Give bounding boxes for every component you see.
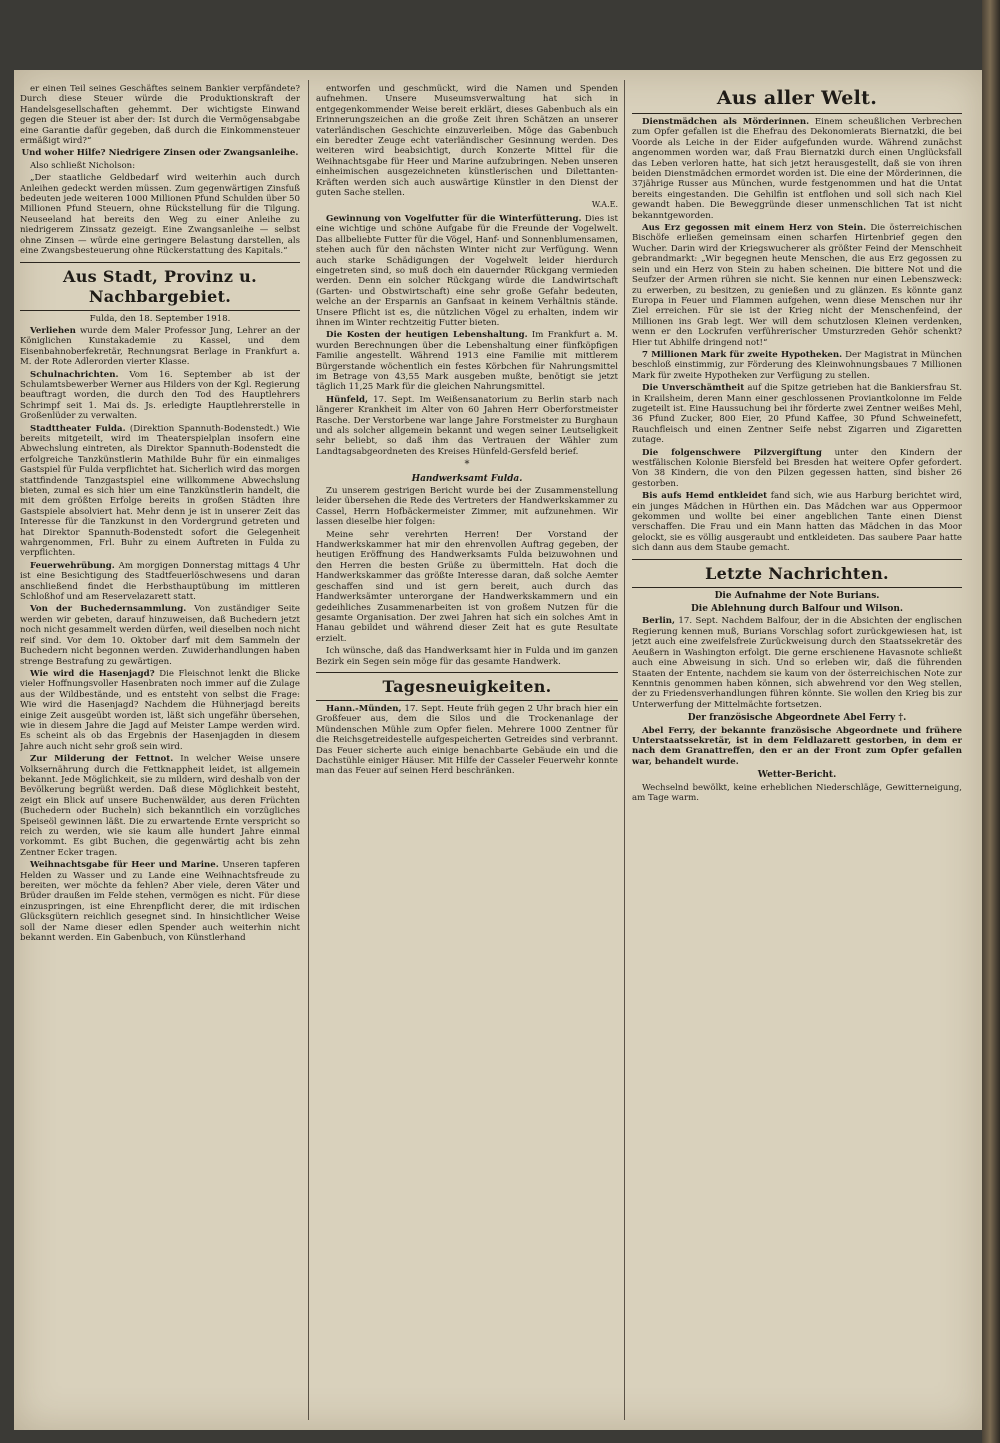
article-text: Die Fleischnot lenkt die Blicke vieler Hoffnungsvoller Hasenbraten noch immer auf die Zulage aus der Wildbestände, und es entsteht von selbst die Frage: Wie wird die Hasenjagd? Nachdem die Hühnerjagd bereits einige Zeit ausgeübt worden ist, läßt sich ungefähr übersehen, wie in diesem Jahre die Jagd auf Meister Lampe werden wird. Es scheint als ob das Ergebnis der Hasenjagden in diesem Jahre auch nicht sehr groß sein wird.	[20, 668, 300, 752]
article-kicker: Gewinnung von Vogelfutter für die Winterfütterung.	[326, 213, 582, 224]
article-item	[20, 604, 300, 666]
article-kicker: Hann.-Münden,	[326, 703, 402, 714]
col1-intro-quote: „Der staatliche Geldbedarf wird weiterhin auch durch Anleihen gedeckt werden müssen. Zum gegenwärtigen Zinsfuß bedeuten jede weiteren 1000 Millionen Pfund Schulden über 50 Millionen Pfund Steuern, ohne Rückstellung für die Tilgung. Neuseeland hat bereits den Weg zu einer Anleihe zu niedrigerem Zinssatz gezeigt. Eine Zwangsanleihe — selbst ohne Zinsen — würde eine geringere Belastung darstellen, als eine Zwangsbesteuerung ohne Rückerstattung des Kapitals.“	[20, 173, 300, 257]
article-text: fand sich, wie aus Harburg berichtet wird, ein junges Mädchen in Hürthen ein. Das Mädchen war aus Oppermoor gekommen und wollte bei einer angeblichen Tante einen Dienst verschaffen. Die Frau und ein Mann hatten das Mädchen in das Moor gelockt, sie es völlig ausgeraubt und entkleideten. Das saubere Paar hatte sich dann aus dem Staube gemacht.	[632, 491, 962, 554]
column-divider	[624, 80, 625, 1420]
article-item	[632, 223, 962, 348]
article-kicker: Bis aufs Hemd entkleidet	[642, 491, 768, 502]
article-text: wurde dem Maler Professor Jung, Lehrer an der Königlichen Kunstakademie zu Kassel, und dem Eisenbahnoberfekretär, Rechnungsrat Berlage in Frankfurt a. M. der Rote Adlerorden vierter Klasse.	[20, 325, 300, 368]
article-item	[632, 117, 962, 221]
article-text: Dies ist eine wichtige und schöne Aufgabe für die Freunde der Vogelwelt. Das allbeliebte Futter für die Vögel, Hanf- und Sonnenblumensamen, stehen auch für den nächsten Winter nicht zur Verfügung. Wenn auch starke Schädigungen der Vogelwelt leider hierdurch eingetreten sind, so muß doch ein dauernder Rückgang vermieden werden. Denn ein solcher Rückgang würde die Landwirtschaft (Garten- und Obstwirtschaft) eine sehr große Gefahr bedeuten, welche an der Ersparnis an Ganfsaat in keinem Verhältnis stände. Unsere Pflicht ist es, die nützlichen Vögel zu erhalten, indem wir ihnen im Winter rechtzeitig Futter bieten.	[316, 213, 618, 328]
article-kicker: Zur Milderung der Fettnot.	[30, 754, 174, 765]
col1-intro-p2: Also schließt Nicholson:	[30, 160, 136, 171]
column-2	[316, 84, 618, 1414]
article-kicker: Die Kosten der heutigen Lebenshaltung.	[326, 330, 528, 341]
article-item	[632, 491, 962, 553]
article-kicker: Von der Buchedernsammlung.	[30, 604, 187, 615]
handwerk-p1: Zu unserem gestrigen Bericht wurde bei der Zusammenstellung leider übersehen die Rede des Vertreters der Handwerkskammer zu Cassel, Herrn Hofbäckermeister Zimmer, mit aufzunehmen. Wir lassen dieselbe hier folgen:	[316, 486, 618, 528]
article-item	[20, 424, 300, 559]
newspaper-page	[14, 70, 982, 1430]
article-item	[632, 616, 962, 710]
article-item	[20, 561, 300, 603]
col1-intro-p1: er einen Teil seines Geschäftes seinem Bankier verpfändete? Durch diese Steuer würde die Produktionskraft der Handelsgesellschaften gehemmt. Der wichtigste Einwand gegen die Steuer ist aber der: Ist durch die Vermögensabgabe eine Garantie dafür gegeben, daß durch die Einkommensteuer ermäßigt wird?“	[20, 84, 300, 147]
article-item	[20, 860, 300, 943]
article-text: 17. Sept. Heute früh gegen 2 Uhr brach hier ein Großfeuer aus, dem die Silos und die Trockenanlage der Mündenschen Mühle zum Opfer fielen. Mehrere 1000 Zentner für die Reichsgetreidestelle aufgespeicherten Getreides sind verbrannt. Das Feuer sicherte auch einige benachbarte Gebäude ein und die Dachstühle einiger Häuser. Mit Hilfe der Casseler Feuerwehr konnte man das Feuer auf seinen Herd beschränken.	[316, 703, 618, 777]
column-3	[632, 84, 962, 1414]
article-kicker: Die Unverschämtheit	[642, 383, 745, 394]
section-rule	[316, 672, 618, 673]
handwerk-p2: Meine sehr verehrten Herren! Der Vorstand der Handwerkskammer hat mir den ehrenvollen Auftrag gegeben, der heutigen Eröffnung des Handwerksamts Fulda beizuwohnen und den Herren die besten Grüße zu übermitteln. Hat doch die Handwerkskammer das größte Interesse daran, daß solche Aemter geschaffen sind und ist gern bereit, auch durch das Handwerksämter unterorgane der Handwerkskammern und ein gedeihliches Zusammenarbeiten ist von großem Nutzen für die gesamte Organisation. Der zwei Jahren hat sich ein solches Amt in Hanau gebildet und während dieser Zeit hat es gute Resultate erzielt.	[316, 529, 618, 644]
subheading-abel-ferry: Der französische Abgeordnete Abel Ferry †.	[687, 713, 907, 724]
separator-star: *	[464, 459, 470, 471]
article-item	[632, 350, 962, 381]
section-rule	[20, 310, 300, 311]
weather-text: Wechselnd bewölkt, keine erheblichen Niederschläge, Gewitterneigung, am Tage warm.	[632, 782, 962, 803]
article-kicker: Die folgenschwere Pilzvergiftung	[642, 447, 822, 458]
section-title-letzte-nachrichten: Letzte Nachrichten.	[705, 563, 889, 583]
article-kicker: 7 Millionen Mark für zweite Hypotheken.	[642, 349, 843, 360]
article-text: auf die Spitze getrieben hat die Bankiersfrau St. in Krailsheim, deren Mann einer geschlossenen Proviantkolonne im Felde zugeteilt ist. Eine Haussuchung bei ihr förderte zwei Zentner weißes Mehl, 36 Pfund Zucker, 800 Eier, 20 Pfund Kaffee, 30 Pfund Schweinefett, Rauchfleisch und einen Zentner Seife nebst Zigarren und Zigaretten zutage.	[632, 383, 962, 446]
article-item	[20, 370, 300, 422]
section-title-tagesneuigkeiten: Tagesneuigkeiten.	[382, 676, 552, 696]
article-item	[316, 330, 618, 392]
article-kicker: Berlin,	[642, 616, 676, 627]
section-rule	[316, 700, 618, 701]
article-item	[316, 704, 618, 777]
col2-intro: entworfen und geschmückt, wird die Namen und Spenden aufnehmen. Unsere Museumsverwaltung hat sich in entgegenkommender Weise bereit erklärt, dieses Gabenbuch als ein Erinnerungszeichen an die große Zeit ihren Schätzen an unserer vaterländischen Geschichte einzuverleiben. Möge das Gabenbuch ein beredter Zeuge echt vaterländischer Gesinnung werden. Des weiteren wird beabsichtigt, durch Konzerte Mittel für die Weihnachtsgabe für Heer und Marine aufzubringen. Neben unseren einheimischen ausgezeichneten künstlerischen und Dilettanten-Kräften werden sich auch auswärtige Künstler in den Dienst der guten Sache stellen.	[316, 84, 618, 199]
article-kicker: Weihnachtsgabe für Heer und Marine.	[30, 860, 219, 871]
article-text: 17. Sept. Nachdem Balfour, der in die Absichten der englischen Regierung kennen muß, Burians Vorschlag sofort zurückgewiesen hat, ist jetzt auch eine zweifelsfreie Zurückweisung durch den Staatssekretär des Aeußern in Washington erfolgt. Die gerne erschienene Havasnote schließt auch eine Abweisung in sich. Und so erleben wir, daß die führenden Staaten der Entente, nachdem sie kaum von der österreichischen Note zur Kenntnis genommen haben können, sich abwehrend vor den Weg stellen, der zu Friedensverhandlungen führen könnte. Sie wollen den Krieg bis zur Unterwerfung der Mittelmächte fortsetzen.	[632, 616, 962, 710]
article-item	[632, 448, 962, 490]
article-kicker: Aus Erz gegossen mit einem Herz von Stein.	[642, 223, 867, 234]
column-1	[20, 84, 300, 1414]
subheading-note-burians: Die Aufnahme der Note Burians.	[714, 590, 880, 601]
article-item	[20, 754, 300, 858]
article-item	[316, 395, 618, 457]
article-kicker: Hünfeld,	[326, 394, 369, 405]
dateline: Fulda, den 18. September 1918.	[89, 313, 231, 324]
article-text: Vom 16. September ab ist der Schulamtsbewerber Werner aus Hilders von der Kgl. Regierung beauftragt worden, die durch den Tod des Hauptlehrers Schrimpf seit 1. Mai ds. Js. erledigte Hauptlehrerstelle in Großenlüder zu verwalten.	[20, 369, 300, 422]
column-divider	[308, 80, 309, 1420]
article-text: Einem scheußlichen Verbrechen zum Opfer gefallen ist die Ehefrau des Dekonomierats Biernatzki, die bei Voorde als Leiche in der Eider aufgefunden wurde. Während zunächst angenommen worden war, daß Frau Biernatzki durch einen Unglücksfall das Leben verloren hatte, hat sich jetzt herausgestellt, daß sie von ihren beiden Dienstmädchen ermordet worden ist. Die eine der Mörderinnen, die 37jährige Russer aus München, wurde festgenommen und hat die Untat bereits eingestanden. Die Gehilfin ist entflohen und soll sich nach Kiel gewandt haben. Die Beweggründe dieser unmenschlichen Tat ist nicht bekanntgeworden.	[632, 117, 962, 221]
section-rule	[632, 587, 962, 588]
article-item	[20, 669, 300, 752]
section-rule	[632, 113, 962, 114]
article-text: Die österreichischen Bischöfe erließen gemeinsam einen scharfen Hirtenbrief gegen den Wucher. Darin wird der Kriegswucherer als größter Feind der Menschheit gebrandmarkt: „Wir begegnen heute Menschen, die aus Erz gegossen zu sein und ein Herz von Stein zu haben scheinen. Die bittere Not und die Seufzer der Armen rühren sie nicht. Sie kennen nur einen Lebenszweck: zu erwerben, zu besitzen, zu genießen und zu glänzen. Es könnte ganz Europa in Feuer und Flammen aufgehen, wenn diese Menschen nur ihr Ziel erreichen. Für sie ist der Krieg nicht der Menschenfeind, der Millionen ins Grab legt. Wer will dem schutzlosen Kleinen verdenken, wenn er den Lockrufen verführerischer Umsturzreden Gehör schenkt? Hier tut Abhilfe dringend not!“	[632, 223, 962, 348]
article-text: In welcher Weise unsere Volksernährung durch die Fettknappheit leidet, ist allgemein bekannt. Jede Möglichkeit, sie zu mildern, wird deshalb von der Bevölkerung begrüßt werden. Daß diese Möglichkeit besteht, zeigt ein Blick auf unsere Buchenwälder, aus deren Früchten (Buchedern oder Bucheln) sich bekanntlich ein vorzügliches Speiseöl gewinnen läßt. Die zu erwartende Ernte verspricht so reich zu werden, wie sie kaum alle hundert Jahre einmal vorkommt. Es gibt Buchen, die gegenwärtig acht bis zehn Zentner Ecker tragen.	[20, 754, 300, 858]
col1-intro-heading: Und woher Hilfe? Niedrigere Zinsen oder Zwangsanleihe.	[21, 148, 299, 159]
section-title-local: Aus Stadt, Provinz u. Nachbargebiet.	[63, 266, 257, 306]
article-text: Am morgigen Donnerstag mittags 4 Uhr ist eine Besichtigung des Stadtfeuerlöschwesens und daran anschließend findet die Herbsthauptübung im mittleren Schloßhof und am Reservelazarett statt.	[20, 560, 300, 603]
article-kicker: Dienstmädchen als Mörderinnen.	[642, 117, 810, 127]
article-text: unter den Kindern der westfälischen Kolonie Biersfeld bei Bresden hat weitere Opfer gefordert. Von 38 Kindern, die von den Pilzen gegessen hatten, sind bisher 26 gestorben.	[632, 447, 962, 489]
article-kicker: Schulnachrichten.	[30, 369, 119, 380]
article-text: Der Magistrat in München beschloß einstimmig, zur Förderung des Kleinwohnungsbaues 7 Millionen Mark für zweite Hypotheken zur Verfügung zu stellen.	[632, 349, 962, 381]
book-binding	[982, 0, 1000, 1443]
article-text: Unseren tapferen Helden zu Wasser und zu Lande eine Weihnachtsfreude zu bereiten, wer möchte da fehlen? Aber viele, deren Väter und Brüder draußen im Felde stehen, vermögen es nicht. Für diese einzuspringen, ist eine Ehrenpflicht derer, die mit irdischen Glücksgütern reichlich gesegnet sind. In hinsichtlicher Weise soll der Name dieser edlen Spender auch weiterhin nicht bekannt werden. Ein Gabenbuch, von Künstlerhand	[20, 860, 300, 944]
handwerk-p3: Ich wünsche, daß das Handwerksamt hier in Fulda und im ganzen Bezirk ein Segen sein möge für das gesamte Handwerk.	[316, 646, 618, 667]
article-text: Von zuständiger Seite werden wir gebeten, darauf hinzuweisen, daß Buchedern jetzt noch nicht gesammelt werden dürfen, weil dieselben noch nicht reif sind. Vor dem 10. Oktober darf mit dem Sammeln der Buchedern nicht begonnen werden. Zuwiderhandlungen haben strenge Bestrafung zu gewärtigen.	[20, 604, 300, 667]
article-text: Im Frankfurt a. M. wurden Berechnungen über die Lebenshaltung einer fünfköpfigen Familie angestellt. Während 1913 eine Familie mit mittlerem Bürgerstande wöchentlich ein festes Körbchen für Nahrungsmittel im Betrage von 43,55 Mark ausgeben mußte, benötigt sie jetzt täglich 11,25 Mark für die gleichen Nahrungsmittel.	[316, 330, 618, 393]
section-rule	[20, 262, 300, 263]
article-item	[632, 383, 962, 445]
section-rule	[632, 559, 962, 560]
article-text: 17. Sept. Im Weißensanatorium zu Berlin starb nach längerer Krankheit im Alter von 60 Jahren Herr Oberforstmeister Rasche. Der Verstorbene war lange Jahre Forstmeister zu Burghaun und als solcher allgemein bekannt und wegen seiner Leutseligkeit sehr beliebt, so daß ihm das Vertrauen der Wähler zum Landtagsabgeordneten des Kreises Hünfeld-Gersfeld berief.	[316, 394, 618, 457]
subheading-handwerksamt: Handwerksamt Fulda.	[411, 473, 523, 484]
article-text: (Direktion Spannuth-Bodenstedt.) Wie bereits mitgeteilt, wird im Theaterspielplan insofern eine Abwechslung eintreten, als Direktor Spannuth-Bodenstedt die erfolgreiche Tanzkünstlerin Mathilde Buhr für ein einmaliges Gastspiel für Fulda verpflichtet hat. Sicherlich wird das morgen stattfindende Tanzgastspiel eine willkommene Abwechslung bieten, zumal es sich hier um eine Tanzkünstlerin handelt, die mit dem größten Erfolge bereits in großen Städten ihre Gastspiele absolviert hat. Mehr denn je ist in unserer Zeit das Interesse für die Tanzkunst in den Vordergrund getreten und hat Direktor Spannuth-Bodenstedt sofort die Gelegenheit wahrgenommen, Frl. Buhr zu einem Auftreten in Fulda zu verpflichten.	[20, 423, 300, 559]
signature: W.A.E.	[591, 200, 618, 210]
article-kicker: Wie wird die Hasenjagd?	[30, 668, 155, 679]
subheading-ablehnung: Die Ablehnung durch Balfour und Wilson.	[690, 604, 904, 615]
article-kicker: Stadttheater Fulda.	[30, 423, 126, 434]
subheading-wetter: Wetter-Bericht.	[757, 770, 837, 781]
article-item	[20, 326, 300, 368]
article-item	[316, 214, 618, 328]
article-kicker: Feuerwehrübung.	[30, 560, 115, 571]
article-kicker: Verliehen	[30, 325, 76, 336]
section-title-aus-aller-welt: Aus aller Welt.	[716, 87, 878, 109]
news-abel-ferry: Abel Ferry, der bekannte französische Abgeordnete und frühere Unterstaatssekretär, ist in dem Feldlazarett gestorben, in dem er nach dem Granattreffen, den er an der Front zum Opfer gefallen war, behandelt wurde.	[632, 725, 962, 767]
